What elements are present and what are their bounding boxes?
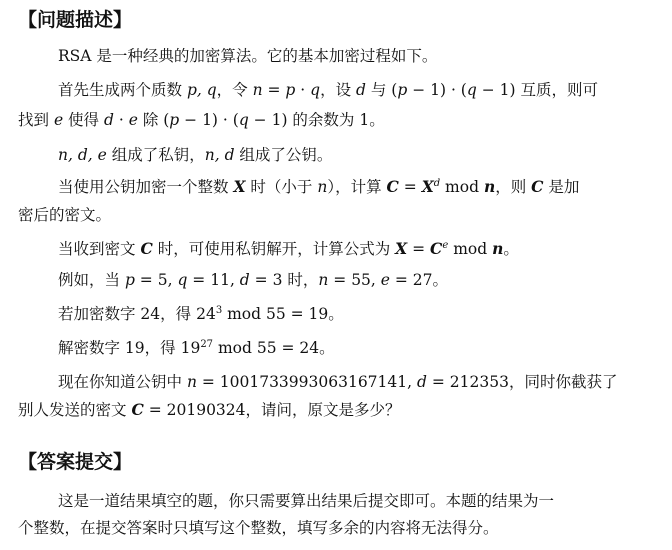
text: 时（小于 [245,178,318,196]
math-var: e [128,111,138,129]
math-var: d [103,111,114,129]
text: ，令 [216,81,253,99]
math-var: q [177,271,188,289]
text: mod [440,178,484,196]
math-var: C [131,400,144,419]
math-var: p [397,81,408,99]
text: mod 55 = 19。 [222,305,344,323]
text: 。 [503,240,519,258]
text: = 55, [328,271,381,289]
problem-paragraph-9-cont [18,400,401,420]
math-var: q [310,81,321,99]
math-sup: 27 [200,339,214,350]
text: − 1) 的余数为 1。 [248,111,385,129]
problem-paragraph-1: RSA 是一种经典的加密算法。它的基本加密过程如下。 [58,47,438,65]
math-var: C [531,177,544,196]
math-var: n [317,178,328,196]
text: ，则 [495,178,532,196]
text: mod [448,240,493,258]
math-var: n [318,271,329,289]
text: 例如，当 [58,271,125,289]
math-var: C [430,239,443,258]
text: − 1) 互质，则可 [476,81,598,99]
text: − 1) · ( [407,81,467,99]
math-var: p [169,111,180,129]
math-var: d [417,373,427,391]
math-var: p [285,81,296,99]
text: 若加密数字 24，得 24 [58,305,216,323]
problem-paragraph-2-cont [18,110,385,130]
text: = 3 时， [249,271,319,289]
text: = 1001733993063167141, [196,373,417,391]
problem-paragraph-4-cont: 密后的密文。 [18,206,112,224]
math-var: e [53,111,64,129]
answer-paragraph-1-cont: 个整数，在提交答案时只填写这个整数，填写多余的内容将无法得分。 [18,519,499,537]
math-var: X [395,239,408,258]
math-var: d [239,271,250,289]
text: = [262,81,286,99]
text: 解密数字 19，得 19 [58,339,201,357]
text: 当收到密文 [58,240,141,258]
text: 使得 [63,111,104,129]
text: 别人发送的密文 [18,401,132,419]
text: 与 ( [365,81,398,99]
math-sup: 3 [215,305,223,316]
problem-paragraph-2 [58,80,598,100]
text: ），计算 [327,178,387,196]
text: = [398,178,422,196]
math-var: n [252,81,263,99]
math-var: C [140,239,153,258]
text: = 27。 [389,271,449,289]
answer-heading: 【答案提交】 [18,451,133,473]
math-var: n, d, e [58,146,107,164]
text: 现在你知道公钥中 [58,373,187,391]
math-var: n, d [204,146,235,164]
text: = 5, [134,271,178,289]
math-var: d [356,81,366,99]
math-var: n [186,373,197,391]
problem-paragraph-8 [58,338,335,358]
math-var: q [466,81,477,99]
math-var: e [380,271,390,289]
math-var: X [233,177,246,196]
math-var: p [124,271,135,289]
text: = 212353，同时你截获了 [426,373,618,391]
problem-paragraph-7 [58,304,344,324]
text: = 20190324，请问，原文是多少？ [143,401,401,419]
math-sup: e [442,240,449,251]
text: · [295,81,311,99]
text: − 1) · ( [179,111,239,129]
math-var: C [386,177,399,196]
text: 是加 [543,178,580,196]
problem-heading: 【问题描述】 [18,9,133,31]
problem-paragraph-6 [58,270,448,290]
text: ，设 [320,81,356,99]
math-var: X [421,177,434,196]
text: = [407,240,431,258]
answer-paragraph-1: 这是一道结果填空的题，你只需要算出结果后提交即可。本题的结果为一 [58,492,555,510]
problem-paragraph-4 [58,177,579,197]
math-var: n [492,239,504,258]
problem-paragraph-5 [58,239,519,259]
text: 当使用公钥加密一个整数 [58,178,234,196]
text: · [113,111,129,129]
math-sup: d [433,178,441,189]
text: 时，可使用私钥解开，计算公式为 [152,240,396,258]
text: 除 ( [137,111,170,129]
text: 组成了公钥。 [234,146,333,164]
text: mod 55 = 24。 [213,339,335,357]
text: 找到 [18,111,54,129]
text: 首先生成两个质数 [58,81,187,99]
text: = 11, [187,271,240,289]
problem-paragraph-3 [58,145,332,165]
math-var: p, q [186,81,217,99]
text: 组成了私钥， [106,146,205,164]
problem-paragraph-9 [58,372,617,392]
math-var: q [238,111,249,129]
math-var: n [483,177,496,196]
